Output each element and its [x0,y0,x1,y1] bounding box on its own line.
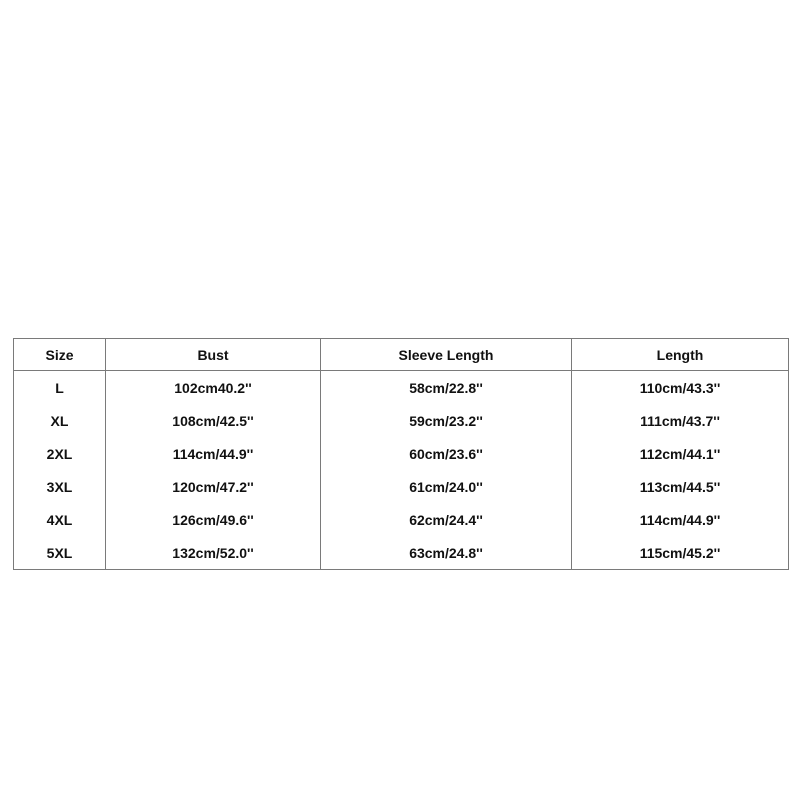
cell-bust: 102cm40.2'' [106,371,321,405]
cell-bust: 120cm/47.2'' [106,470,321,503]
cell-bust: 114cm/44.9'' [106,437,321,470]
cell-size: 5XL [14,536,106,570]
cell-size: XL [14,404,106,437]
cell-bust: 132cm/52.0'' [106,536,321,570]
cell-length: 112cm/44.1'' [572,437,789,470]
cell-length: 114cm/44.9'' [572,503,789,536]
table-row [14,470,789,503]
cell-sleeve-length: 58cm/22.8'' [321,371,572,405]
cell-sleeve-length: 62cm/24.4'' [321,503,572,536]
cell-size: 3XL [14,470,106,503]
cell-sleeve-length: 60cm/23.6'' [321,437,572,470]
cell-length: 113cm/44.5'' [572,470,789,503]
cell-bust: 108cm/42.5'' [106,404,321,437]
table-row [14,404,789,437]
table-header-row [14,339,789,371]
cell-size: 2XL [14,437,106,470]
table-row [14,503,789,536]
cell-sleeve-length: 59cm/23.2'' [321,404,572,437]
header-length: Length [572,339,789,371]
header-sleeve-length: Sleeve Length [321,339,572,371]
table-row [14,371,789,405]
cell-size: 4XL [14,503,106,536]
cell-length: 115cm/45.2'' [572,536,789,570]
header-size: Size [14,339,106,371]
header-bust: Bust [106,339,321,371]
cell-length: 111cm/43.7'' [572,404,789,437]
cell-size: L [14,371,106,405]
cell-bust: 126cm/49.6'' [106,503,321,536]
cell-length: 110cm/43.3'' [572,371,789,405]
size-chart-table [13,338,789,570]
table-row [14,536,789,570]
cell-sleeve-length: 61cm/24.0'' [321,470,572,503]
cell-sleeve-length: 63cm/24.8'' [321,536,572,570]
table-row [14,437,789,470]
